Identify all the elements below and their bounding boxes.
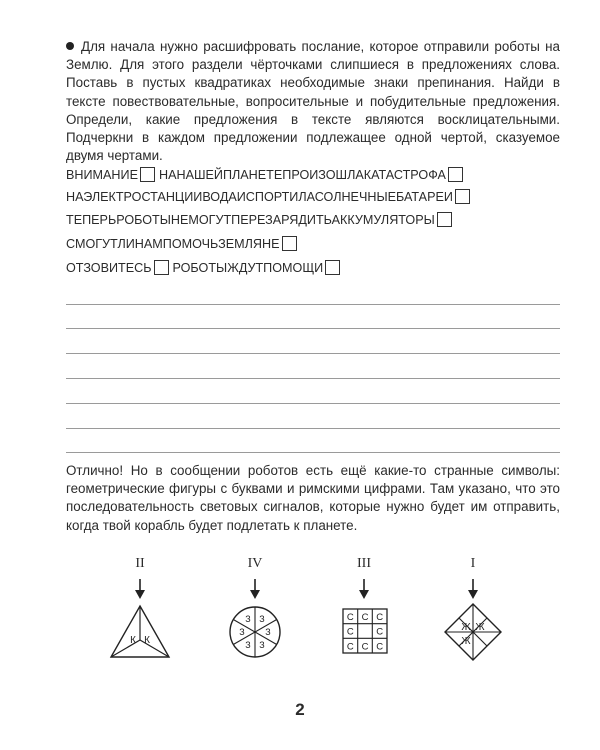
symbol-letter: З [259, 614, 265, 624]
message-word: ВНИМАНИЕ [66, 168, 138, 182]
triangle-symbol [109, 604, 171, 660]
punctuation-box[interactable] [325, 260, 340, 275]
task-instructions [66, 38, 560, 165]
punctuation-box[interactable] [455, 189, 470, 204]
symbol-letter: З [245, 640, 251, 650]
message-word: НАНАШЕЙПЛАНЕТЕПРОИЗОШЛАКАТАСТРОФА [158, 168, 446, 182]
writing-line[interactable] [66, 428, 560, 429]
down-arrow-icon [245, 578, 265, 600]
symbol-letter: С [346, 612, 354, 623]
message-word: ОТЗОВИТЕСЬ [66, 261, 152, 275]
punctuation-box[interactable] [437, 212, 452, 227]
roman-numeral: III [357, 556, 371, 571]
message-line-5 [66, 255, 344, 275]
writing-line[interactable] [66, 304, 560, 305]
message-word: РОБОТЫЖДУТПОМОЩИ [172, 261, 324, 275]
message-word: СМОГУТЛИНАМПОМОЧЬЗЕМЛЯНЕ [66, 237, 280, 251]
symbol-letter: С [376, 641, 384, 653]
message-line-4 [66, 231, 301, 251]
writing-line[interactable] [66, 328, 560, 329]
circle-symbol [227, 604, 283, 660]
writing-line[interactable] [66, 403, 560, 404]
symbol-letter: З [245, 614, 251, 624]
symbol-letter: Ж [461, 622, 471, 633]
symbol-letter: С [346, 626, 354, 638]
symbol-letter: Ж [475, 622, 485, 633]
symbol-letter: К [144, 635, 150, 646]
symbol-letter: З [239, 627, 245, 637]
grid-symbol [342, 608, 388, 654]
roman-numeral: II [135, 556, 145, 571]
punctuation-box[interactable] [154, 260, 169, 275]
message-line-2 [66, 184, 474, 204]
message-line-1 [66, 162, 467, 182]
bullet-icon [66, 42, 74, 50]
paragraph-2: Отлично! Но в сообщении роботов есть ещё какие-то странные символы: геометрические фигуры с буквами и римскими цифрами. Там указано, что это последовательность световых сигналов, которые нужно будет им отправить, когда твой корабль будет подлетать к планете. [66, 463, 560, 533]
symbol-letter: К [130, 635, 136, 646]
roman-numeral: IV [247, 556, 263, 571]
message-word: ТЕПЕРЬРОБОТЫНЕМОГУТПЕРЕЗАРЯДИТЬАККУМУЛЯТОРЫ [66, 213, 435, 227]
symbol-letter: С [376, 626, 384, 638]
writing-line[interactable] [66, 378, 560, 379]
symbol-letter: С [346, 641, 354, 653]
message-word: НАЭЛЕКТРОСТАНЦИИВОДАИСПОРТИЛАСОЛНЕЧНЫЕБАТАРЕИ [66, 190, 453, 204]
symbol-letter: З [265, 627, 271, 637]
symbol-letter: З [259, 640, 265, 650]
punctuation-box[interactable] [448, 167, 463, 182]
diamond-symbol [443, 602, 503, 662]
symbol-letter: С [361, 612, 369, 623]
down-arrow-icon [463, 578, 483, 600]
punctuation-box[interactable] [282, 236, 297, 251]
writing-line[interactable] [66, 353, 560, 354]
page-number: 2 [295, 700, 305, 719]
roman-numeral: I [470, 556, 476, 571]
writing-line[interactable] [66, 452, 560, 453]
symbol-letter: Ж [461, 636, 471, 647]
task-text: Для начала нужно расшифровать послание, которое отправили роботы на Землю. Для этого раздели чёрточками слипшиеся в предложениях слова. Поставь в пустых квадратиках необходимые знаки препинания. Найди в тексте повествовательные, вопросительные и побудительные предложения. Определи, какие предложения в тексте являются восклицательными. Подчеркни в каждом предложении подлежащее одной чертой, сказуемое двумя чертами. [66, 39, 560, 164]
down-arrow-icon [354, 578, 374, 600]
down-arrow-icon [130, 578, 150, 600]
symbol-letter: С [376, 612, 384, 623]
punctuation-box[interactable] [140, 167, 155, 182]
message-line-3 [66, 207, 456, 227]
symbol-letter: С [361, 641, 369, 653]
